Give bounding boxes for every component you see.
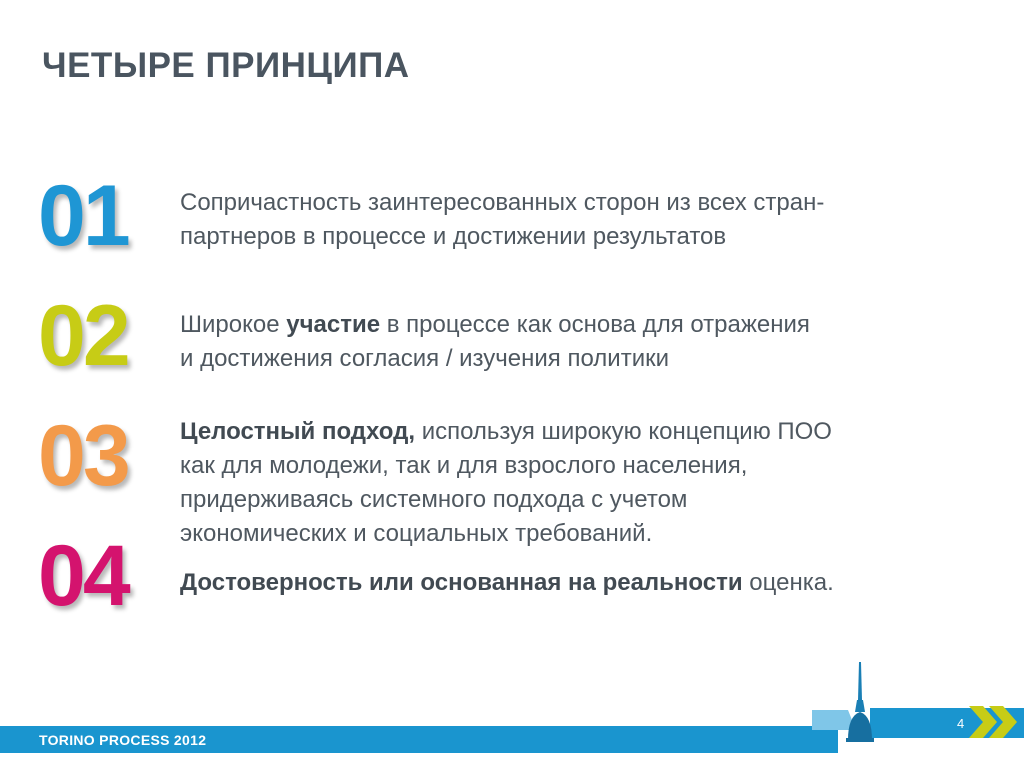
principle-number-01: 01 <box>38 168 128 264</box>
tower-icon <box>812 660 892 760</box>
page-number: 4 <box>957 716 965 731</box>
principle-text-04 <box>180 566 980 600</box>
principle-number-04: 04 <box>38 528 128 624</box>
principle-02-line-1-suffix: в процессе как основа для отражения <box>380 311 810 338</box>
principle-04-bold: Достоверность или основанная на реальности <box>180 569 743 596</box>
principle-text-02 <box>180 308 980 376</box>
slide-title: ЧЕТЫРЕ ПРИНЦИПА <box>42 46 410 85</box>
principle-03-line-4: экономических и социальных требований. <box>180 520 653 547</box>
principle-04-suffix: оценка. <box>742 569 834 596</box>
principle-01-line-2: партнеров в процессе и достижении результатов <box>180 223 727 250</box>
principle-text-01 <box>180 186 980 254</box>
principle-02-line-2: и достижения согласия / изучения политики <box>180 345 669 372</box>
principle-03-bold: Целостный подход, <box>180 418 416 445</box>
principle-text-03 <box>180 415 980 551</box>
principle-03-line-2: как для молодежи, так и для взрослого населения, <box>180 452 748 479</box>
principle-02-prefix: Широкое <box>180 311 287 338</box>
principle-03-line-1-suffix: используя широкую концепцию ПОО <box>415 418 832 445</box>
double-chevron-icon <box>967 704 1021 740</box>
principle-03-line-3: придерживаясь системного подхода с учетом <box>180 486 688 513</box>
footer-label: TORINO PROCESS 2012 <box>39 732 207 748</box>
principle-01-line-1: Сопричастность заинтересованных сторон из всех стран- <box>180 189 825 216</box>
principle-number-03: 03 <box>38 408 128 504</box>
principle-02-bold: участие <box>286 311 381 338</box>
principle-number-02: 02 <box>38 288 128 384</box>
